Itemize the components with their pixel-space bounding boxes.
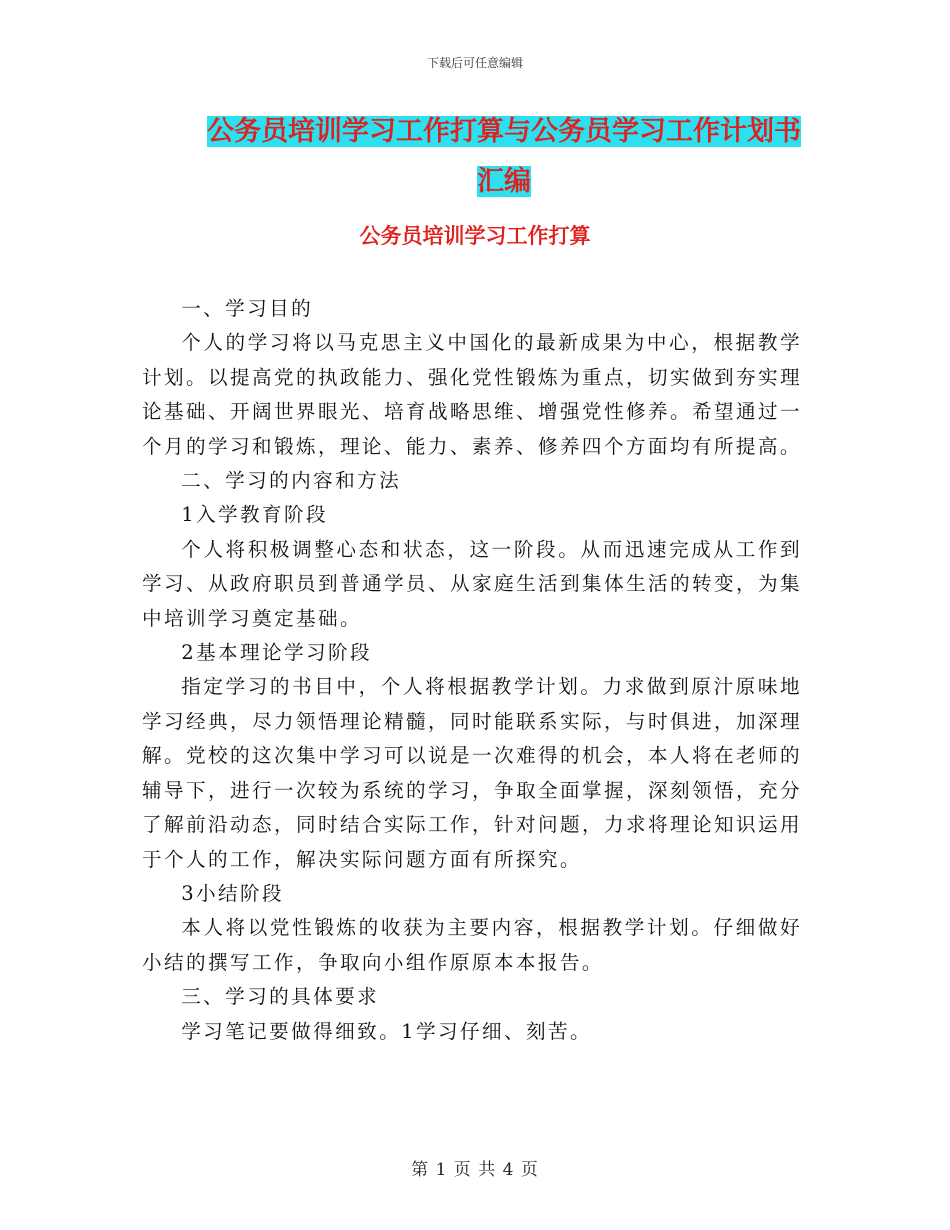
paragraph-stage-2: 指定学习的书目中，个人将根据教学计划。力求做到原汁原味地学习经典，尽力领悟理论精髓，同时能联系实际，与时俱进，加深理解。党校的这次集中学习可以说是一次难得的机会，本人将在老师的辅导下，进行一次较为系统的学习，争取全面掌握，深刻领悟，充分了解前沿动态，同时结合实际工作，针对问题，力求将理论知识运用于个人的工作，解决实际问题方面有所探究。 <box>142 675 802 871</box>
paragraph-requirements: 学习笔记要做得细致。1学习仔细、刻苦。 <box>181 1019 592 1043</box>
heading-stage-2: 2基本理论学习阶段 <box>181 641 373 665</box>
paragraph-stage-3: 本人将以党性锻炼的收获为主要内容，根据教学计划。仔细做好小结的撰写工作，争取向小组作原原本本报告。 <box>142 916 802 974</box>
body-text <box>142 292 802 1049</box>
heading-content-and-method: 二、学习的内容和方法 <box>181 469 402 493</box>
heading-stage-3: 3小结阶段 <box>181 881 285 905</box>
page-header-note: 下载后可任意编辑 <box>426 56 523 70</box>
heading-requirements: 三、学习的具体要求 <box>181 985 380 1009</box>
page-number: 第 1 页 共 4 页 <box>411 1160 539 1180</box>
heading-learning-goal: 一、学习目的 <box>181 297 314 320</box>
paragraph-stage-1: 个人将积极调整心态和状态，这一阶段。从而迅速完成从工作到学习、从政府职员到普通学员、从家庭生活到集体生活的转变，为集中培训学习奠定基础。 <box>142 537 802 630</box>
heading-stage-1: 1入学教育阶段 <box>181 503 329 527</box>
section-title: 公务员培训学习工作打算 <box>359 224 591 248</box>
document-title <box>194 107 814 207</box>
paragraph-learning-goal: 个人的学习将以马克思主义中国化的最新成果为中心，根据教学计划。以提高党的执政能力、强化党性锻炼为重点，切实做到夯实理论基础、开阔世界眼光、培育战略思维、增强党性修养。希望通过一个月的学习和锻炼，理论、能力、素养、修养四个方面均有所提高。 <box>142 331 802 458</box>
document-title-text: 公务员培训学习工作打算与公务员学习工作计划书汇编 <box>207 116 801 197</box>
